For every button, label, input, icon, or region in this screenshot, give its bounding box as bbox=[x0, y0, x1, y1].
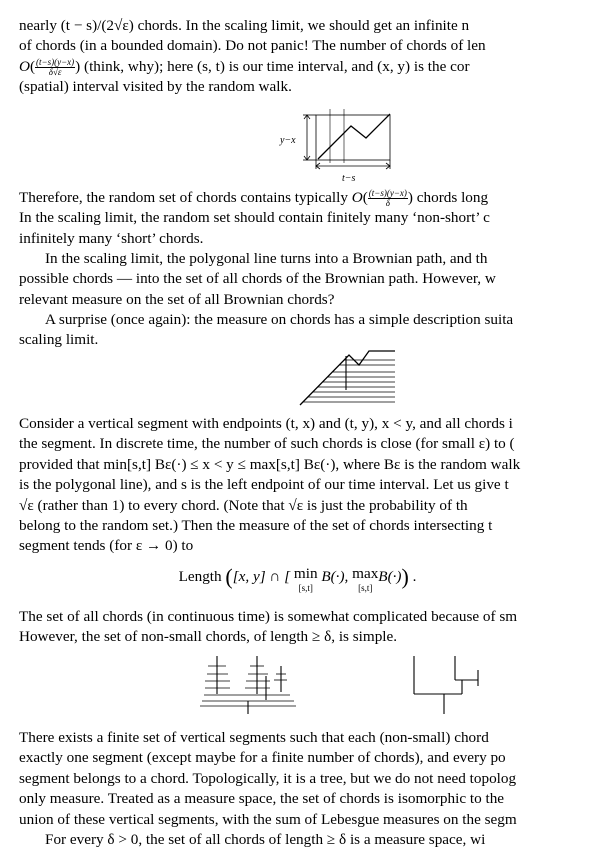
fraction: $\frac{(t-s)(y-x)}{\delta√\varepsilon}$ bbox=[36, 56, 75, 77]
text-line: nearly (t − s)/(2√ε) chords. In the scaling limit, we should get an infinite n bbox=[19, 17, 470, 34]
paragraph-5 bbox=[19, 414, 595, 557]
text-line: There exists a finite set of vertical segments such that each (non-small) chord bbox=[19, 729, 489, 746]
figure-chords-under-path bbox=[0, 345, 595, 411]
bounding-box bbox=[316, 115, 390, 160]
text-line: segment tends (for ε → 0) to bbox=[19, 537, 194, 555]
text-line: However, the set of non-small chords, of length ≥ δ, is simple. bbox=[19, 628, 398, 646]
paragraph-7 bbox=[19, 728, 595, 850]
paragraph-2 bbox=[19, 188, 595, 249]
text-line: Therefore, the random set of chords contains typically O( $\frac{(t-s)(y-x)}{\delta}$ ) chords long bbox=[19, 188, 489, 209]
text-line: provided that min[s,t] Bε(·) ≤ x < y ≤ max[s,t] Bε(·), where Bε is the random walk bbox=[19, 455, 521, 473]
text-line: union of these vertical segments, with the sum of Lebesgue measures on the segm bbox=[19, 810, 517, 828]
paragraph-1 bbox=[19, 16, 595, 98]
text-line: A surprise (once again): the measure on chords has a simple description suita bbox=[45, 311, 514, 328]
figure-random-walk-box bbox=[0, 105, 595, 185]
text-line: (spatial) interval visited by the random walk. bbox=[19, 78, 292, 96]
text-line: In the scaling limit, the polygonal line turns into a Brownian path, and th bbox=[45, 250, 488, 267]
big-o: O bbox=[19, 57, 30, 75]
text-line: The set of all chords (in continuous time) is somewhat complicated because of sm bbox=[19, 608, 518, 625]
text-line: relevant measure on the set of all Brownian chords? bbox=[19, 290, 335, 308]
walk-path bbox=[318, 114, 390, 159]
paragraph-6 bbox=[19, 607, 595, 648]
text-line: scaling limit. bbox=[19, 331, 99, 349]
text-line: infinitely many ‘short’ chords. bbox=[19, 229, 204, 247]
text-line: O( $\frac{(t-s)(y-x)}{\delta√\varepsilon}$ ) (think, why); here (s, t) is our time interval, and (x, y) is the cor bbox=[19, 56, 470, 77]
fraction: $\frac{(t-s)(y-x)}{\delta}$ bbox=[368, 188, 407, 209]
text-line: is the polygonal line), and s is the left endpoint of our time interval. Let us give t bbox=[19, 476, 509, 494]
tree-diagram bbox=[414, 656, 478, 714]
text-line: possible chords — into the set of all chords of the Brownian path. However, w bbox=[19, 270, 496, 288]
text-line: the segment. In discrete time, the number of such chords is close (for small ε) to ( bbox=[19, 435, 515, 453]
text-line: exactly one segment (except maybe for a finite number of chords), and every po bbox=[19, 749, 506, 767]
text-line: belong to the random set.) Then the measure of the set of chords intersecting t bbox=[19, 516, 493, 534]
paragraph-3 bbox=[19, 249, 595, 310]
text-line: √ε (rather than 1) to every chord. (Note that √ε is just the probability of th bbox=[19, 496, 468, 514]
label-y-minus-x: y−x bbox=[280, 135, 296, 146]
text-line: Consider a vertical segment with endpoints (t, x) and (t, y), x < y, and all chords i bbox=[19, 415, 513, 432]
text-line: of chords (in a bounded domain). Do not panic! The number of chords of len bbox=[19, 37, 486, 55]
display-equation: Length ([x, y] ∩ [ min [s,t] B(·), max [s,t]B(·)) . bbox=[178, 564, 417, 593]
text-line: In the scaling limit, the random set should contain finitely many ‘non-short’ c bbox=[19, 209, 490, 227]
figure-chord-tree bbox=[0, 652, 595, 718]
chord-clusters bbox=[200, 656, 296, 714]
text-line: segment belongs to a chord. Topologically, it is a tree, but we do not need topolog bbox=[19, 769, 517, 787]
label-t-minus-s: t−s bbox=[342, 173, 356, 184]
text-line: only measure. Treated as a measure space, the set of chords is isomorphic to the bbox=[19, 790, 505, 808]
text-line: For every δ > 0, the set of all chords of length ≥ δ is a measure space, wi bbox=[45, 830, 486, 848]
